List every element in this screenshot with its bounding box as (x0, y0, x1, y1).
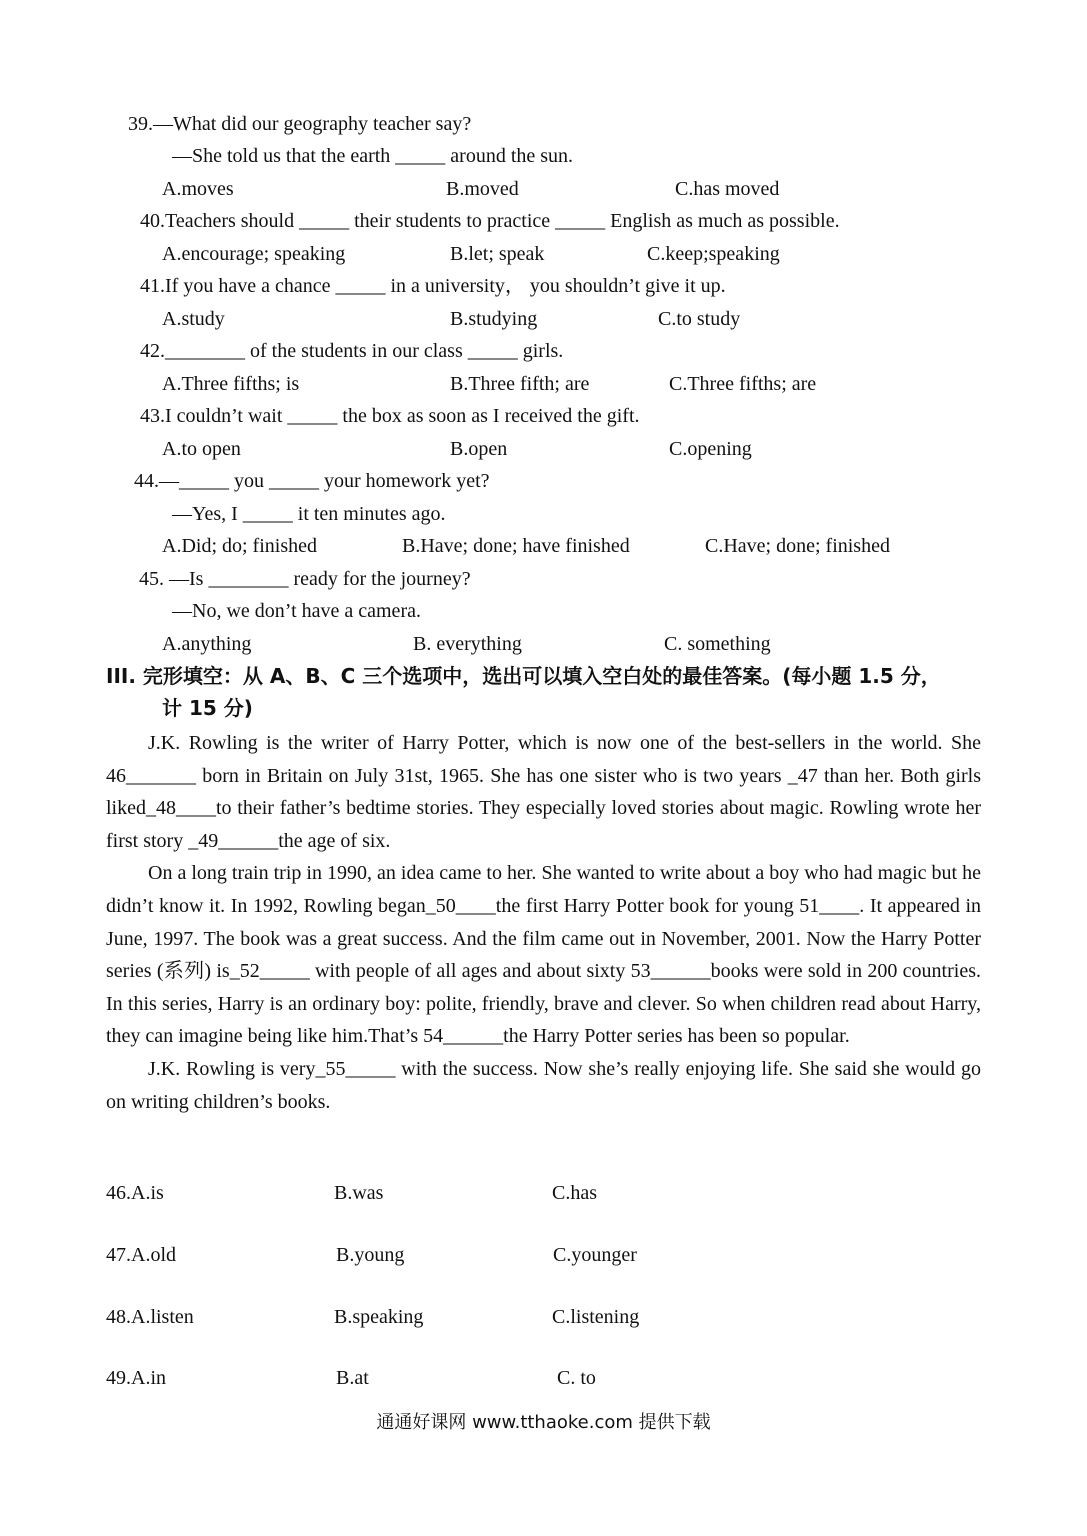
question-39-option-a: A.moves (162, 178, 234, 200)
question-39-stem: 39.—What did our geography teacher say? (128, 113, 472, 135)
cloze-49-option-b: B.at (336, 1367, 369, 1389)
cloze-47-option-b: B.young (336, 1244, 405, 1266)
passage-paragraph-1: J.K. Rowling is the writer of Harry Potter, which is now one of the best-sellers in the world. She 46_______ born in Britain on July 31st, 1965. She has one sister who is two years _47 than her. Both girls liked_48____to their father’s bedtime stories. They especially loved stories about magic. Rowling wrote her first story _49______the age of six. (106, 732, 981, 852)
question-39-option-b: B.moved (446, 178, 519, 200)
question-45-stem: 45. —Is ________ ready for the journey? (139, 568, 471, 590)
cloze-48-option-b: B.speaking (334, 1306, 424, 1328)
passage-paragraph-2: On a long train trip in 1990, an idea came to her. She wanted to write about a boy who had magic but he didn’t know it. In 1992, Rowling began_50____the first Harry Potter book for young 51____. It appeared in June, 1997. The book was a great success. And the film came out in November, 2001. Now the Harry Potter series (系列) is_52_____ with people of all ages and about sixty 53______books were sold in 200 countries. In this series, Harry is an ordinary boy: polite, friendly, brave and clever. So when children read about Harry, they can imagine being like him.That’s 54______the Harry Potter series has been so popular. (106, 862, 981, 1048)
question-41-option-a: A.study (162, 308, 225, 330)
question-42-option-a: A.Three fifths; is (162, 373, 300, 395)
question-44-option-c: C.Have; done; finished (705, 535, 890, 557)
question-39-option-c: C.has moved (675, 178, 780, 200)
section-3-heading: III. 完形填空：从 A、B、C 三个选项中，选出可以填入空白处的最佳答案。(每小题 1.5 分， (106, 664, 941, 688)
question-40-option-b: B.let; speak (450, 243, 545, 265)
question-43-option-a: A.to open (162, 438, 241, 460)
question-41-option-c: C.to study (658, 308, 741, 330)
question-43-stem: 43.I couldn’t wait _____ the box as soon as I received the gift. (140, 405, 640, 427)
question-42-option-b: B.Three fifth; are (450, 373, 590, 395)
cloze-47-option-a: 47.A.old (106, 1244, 176, 1266)
cloze-46-option-a: 46.A.is (106, 1182, 164, 1204)
question-44-response: —Yes, I _____ it ten minutes ago. (172, 503, 446, 525)
question-41-option-b: B.studying (450, 308, 538, 330)
question-43-option-b: B.open (450, 438, 508, 460)
question-42-option-c: C.Three fifths; are (669, 373, 817, 395)
question-39-response: —She told us that the earth _____ around the sun. (172, 145, 574, 167)
cloze-passage (106, 727, 981, 1118)
passage-paragraph-3: J.K. Rowling is very_55_____ with the success. Now she’s really enjoying life. She said she would go on writing children’s books. (106, 1057, 981, 1113)
cloze-46-option-c: C.has (552, 1182, 597, 1204)
question-44-option-a: A.Did; do; finished (162, 535, 317, 557)
question-44-option-b: B.Have; done; have finished (402, 535, 630, 557)
cloze-49-option-c: C. to (557, 1367, 596, 1389)
question-45-response: —No, we don’t have a camera. (172, 600, 421, 622)
page-footer: 通通好课网 www.tthaoke.com 提供下载 (376, 1412, 711, 1433)
cloze-49-option-a: 49.A.in (106, 1367, 166, 1389)
question-45-option-c: C. something (664, 633, 771, 655)
question-45-option-a: A.anything (162, 633, 252, 655)
question-40-option-c: C.keep;speaking (647, 243, 780, 265)
question-45-option-b: B. everything (413, 633, 522, 655)
cloze-48-option-c: C.listening (552, 1306, 640, 1328)
cloze-48-option-a: 48.A.listen (106, 1306, 194, 1328)
question-40-option-a: A.encourage; speaking (162, 243, 346, 265)
question-43-option-c: C.opening (669, 438, 752, 460)
question-40-stem: 40.Teachers should _____ their students to practice _____ English as much as possible. (140, 210, 840, 232)
cloze-47-option-c: C.younger (553, 1244, 637, 1266)
question-44-stem: 44.—_____ you _____ your homework yet? (134, 470, 490, 492)
section-3-heading-continued: 计 15 分) (162, 696, 253, 720)
question-42-stem: 42.________ of the students in our class _____ girls. (140, 340, 564, 362)
question-41-stem: 41.If you have a chance _____ in a university， you shouldn’t give it up. (140, 275, 726, 297)
cloze-46-option-b: B.was (334, 1182, 384, 1204)
